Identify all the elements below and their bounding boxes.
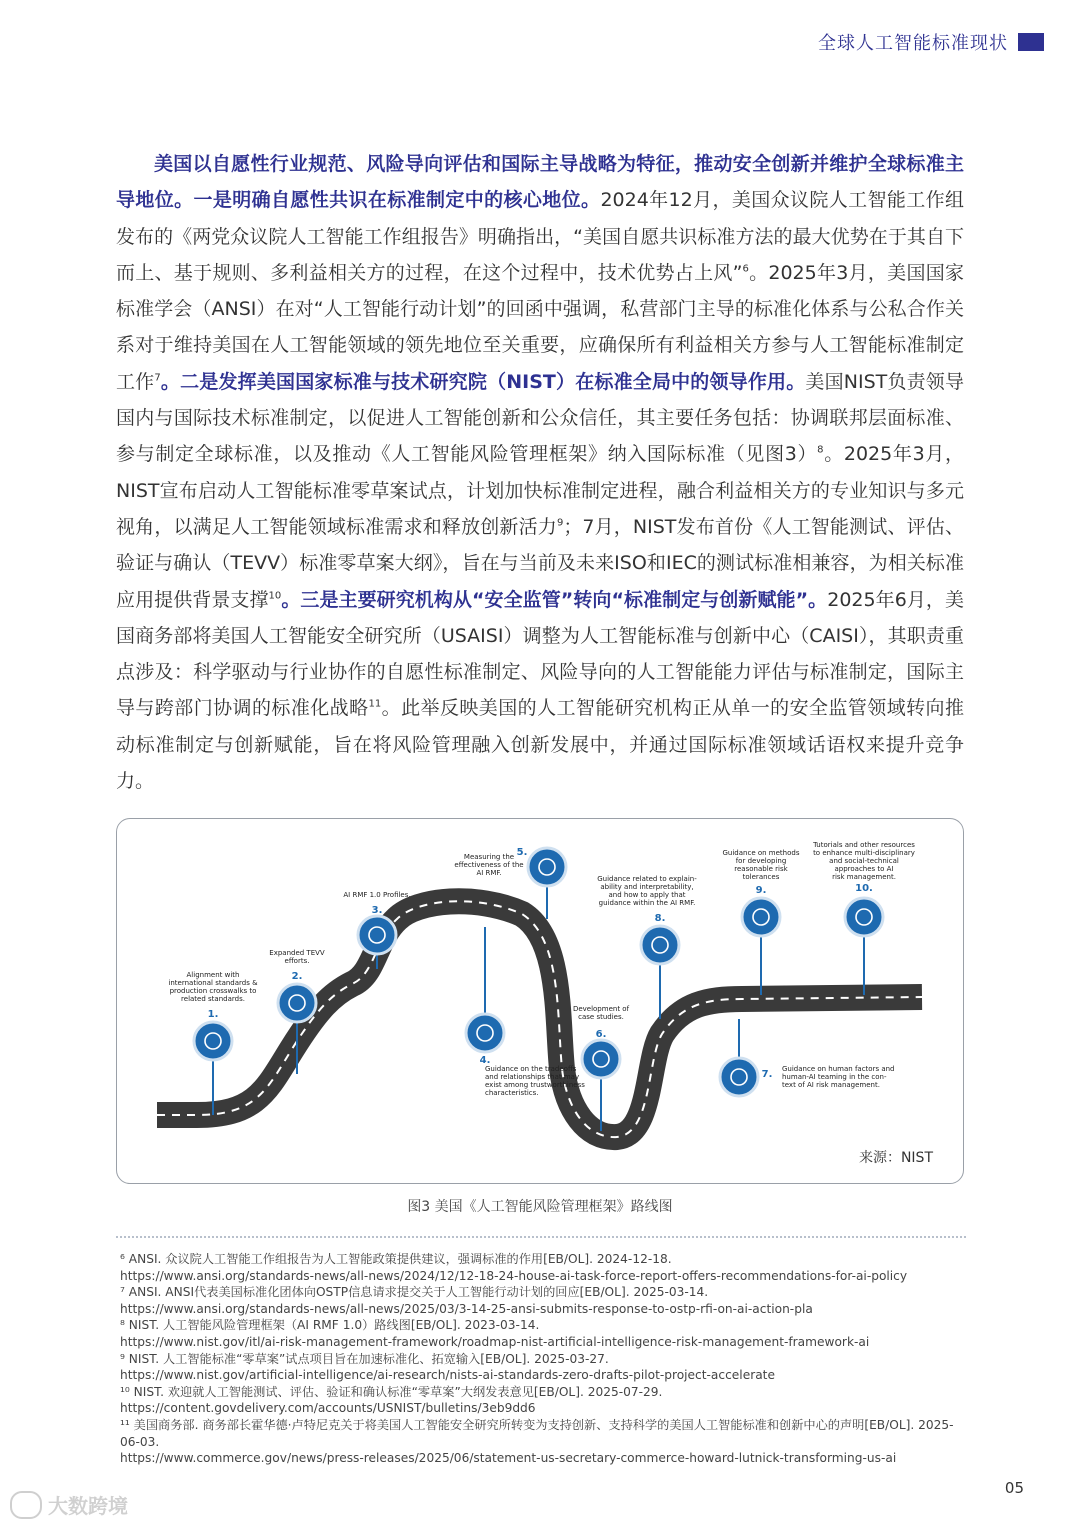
milestone-label-line: guidance within the AI RMF. <box>598 899 696 907</box>
footnote-6-url[interactable]: https://www.ansi.org/standards-news/all-news/2024/12/12-18-24-house-ai-task-force-report-offers-recommendations-for-ai-policy <box>120 1268 908 1283</box>
milestone-label-line: ability and interpretability, <box>600 883 694 891</box>
text-1: 2024年12月，美国众议院人工智能工作组发布的《两党众议院人工智能工作组报告》明确指出，“美国自愿共识标准方法的最大优势在于其自下而上、基于规则、多利益相关方的过程，在这个过程中，技术优势占上风” <box>116 189 964 284</box>
milestone-label-line: Guidance on methods <box>722 849 800 857</box>
milestone-number: 1. <box>207 1009 219 1020</box>
milestone-number: 4. <box>479 1055 491 1066</box>
milestone-label-line: case studies. <box>578 1013 624 1021</box>
milestone-number: 3. <box>371 905 383 916</box>
footnote-9 <box>120 1351 960 1384</box>
footnote-ref-11[interactable]: 11 <box>368 699 382 711</box>
running-header <box>818 29 1044 55</box>
footnote-ref-8[interactable]: 8 <box>817 445 824 457</box>
arrows-icon <box>466 1014 504 1052</box>
milestone-label-line: Alignment with <box>186 971 240 979</box>
bold-lead-1: 美国以自愿性行业规范、风险导向评估和国际主导战略为特征，推动安全创新并维护全球标准主导地位。一是明确自愿性共识在标准制定中的核心地位。 <box>116 153 964 212</box>
milestone-label-line: Guidance on the tradeoffs <box>485 1065 577 1073</box>
milestone-label-line: and relationships that may <box>485 1073 580 1081</box>
milestone-9 <box>723 849 800 995</box>
footnote-ref-10[interactable]: 10 <box>268 590 282 602</box>
milestone-label-line: and how to apply that <box>608 891 686 899</box>
watermark <box>10 1490 128 1519</box>
milestone-label-line: text of AI risk management. <box>782 1081 880 1089</box>
text-2: 。2025年3月，美国国家标准学会（ANSI）在对“人工智能行动计划”的回函中强调，私营部门主导的标准化体系与公私合作关系对于维持美国在人工智能领域的领先地位至关重要，应确保所有利益相关方参与人工智能标准制定工作 <box>116 261 964 393</box>
footnote-7-url[interactable]: https://www.ansi.org/standards-news/all-news/2025/03/3-14-25-ansi-submits-response-to-ostp-rfi-on-ai-action-pla <box>120 1301 813 1316</box>
footnote-8-url[interactable]: https://www.nist.gov/itl/ai-risk-management-framework/roadmap-nist-artificial-intelligence-risk-management-framework-ai <box>120 1334 870 1349</box>
header-title: 全球人工智能标准现状 <box>818 33 1008 54</box>
footnote-10-url[interactable]: https://content.govdelivery.com/accounts/USNIST/bulletins/3eb9dd6 <box>120 1401 536 1416</box>
monitor-icon <box>845 898 883 936</box>
milestone-7 <box>720 1019 895 1096</box>
footnote-11-text: ¹¹ 美国商务部. 商务部长霍华德·卢特尼克关于将美国人工智能安全研究所转变为支持创新、支持科学的美国人工智能标准和创新中心的声明[EB/OL]. 2025-06-03. <box>120 1417 954 1449</box>
globe-icon <box>194 1022 232 1060</box>
milestone-label-line: human-AI teaming in the con- <box>782 1073 887 1081</box>
footnote-10 <box>120 1384 960 1417</box>
footnote-11 <box>120 1417 960 1467</box>
arrows-icon <box>641 926 679 964</box>
milestone-label-line: exist among trustworthiness <box>485 1081 585 1089</box>
milestone-number: 9. <box>755 885 767 896</box>
milestone-number: 7. <box>761 1069 773 1080</box>
milestone-label-line: tolerances <box>742 873 780 881</box>
text-3: 美国NIST负责领导国内与国际技术标准制定，以促进人工智能创新和公众信任，其主要任务包括：协调联邦层面标准、参与制定全球标准，以及推动《人工智能风险管理框架》纳入国际标准（见图3） <box>116 370 964 466</box>
figure-caption: 图3 美国《人工智能风险管理框架》路线图 <box>407 1199 673 1215</box>
footnote-ref-9[interactable]: 9 <box>556 517 564 529</box>
body-paragraph <box>116 146 964 799</box>
milestone-label-line: Tutorials and other resources <box>813 841 915 849</box>
milestone-label-line: Guidance related to explain- <box>597 875 697 883</box>
footnote-ref-7[interactable]: 7 <box>154 372 161 384</box>
road-shape <box>157 901 922 1137</box>
milestone-8 <box>597 875 697 1019</box>
footnote-8-text: ⁸ NIST. 人工智能风险管理框架（AI RMF 1.0）路线图[EB/OL]. 2023-03-14. <box>120 1318 540 1333</box>
footnote-divider <box>116 1236 966 1238</box>
milestone-label-line: AI RMF 1.0 Profiles. <box>343 891 411 899</box>
milestone-label-line: to enhance multi-disciplinary <box>813 849 915 857</box>
vitruvian-icon <box>720 1058 758 1096</box>
text-7: 。此举反映美国的人工智能研究机构正从单一的安全监管领域转向推动标准制定与创新赋能，旨在将风险管理融入创新发展中，并通过国际标准领域话语权来提升竞争力。 <box>116 697 964 793</box>
header-bar <box>1018 33 1044 51</box>
footnote-6-text: ⁶ ANSI. 众议院人工智能工作组报告为人工智能政策提供建议，强调标准的作用[EB/OL]. 2024-12-18. <box>120 1252 672 1266</box>
milestone-number: 8. <box>654 913 666 924</box>
milestone-label-line: approaches to AI <box>834 865 894 873</box>
milestone-label-line: production crosswalks to <box>169 987 257 995</box>
milestone-label-line: international standards & <box>168 979 258 987</box>
bold-lead-3: 。三是主要研究机构从“安全监管”转向“标准制定与创新赋能”。 <box>281 588 828 611</box>
footnote-8 <box>120 1317 960 1350</box>
milestone-label-line: reasonable risk <box>734 865 788 873</box>
footnote-10-text: ¹⁰ NIST. 欢迎就人工智能测试、评估、验证和确认标准“零草案”大纲发表意见[EB/OL]. 2025-07-29. <box>120 1384 663 1399</box>
pen-ai-icon <box>278 984 316 1022</box>
page-number: 05 <box>1004 1479 1024 1497</box>
milestone-label-line: characteristics. <box>485 1089 539 1097</box>
milestone-label-line: AI RMF. <box>476 869 502 877</box>
watermark-text: 大数跨境 <box>48 1494 128 1518</box>
milestone-label-line: Guidance on human factors and <box>782 1065 895 1073</box>
watermark-logo-icon <box>10 1491 42 1519</box>
text-4: 。2025年3月，NIST宣布启动人工智能标准零草案试点，计划加快标准制定进程，融合利益相关方的专业知识与多元视角，以满足人工智能领域标准需求和释放创新活力 <box>116 443 965 538</box>
footnote-11-url[interactable]: https://www.commerce.gov/news/press-releases/2025/06/statement-us-secretary-commerce-howard-lutnick-transforming-us-ai <box>120 1451 897 1466</box>
milestone-label-line: Development of <box>572 1005 630 1013</box>
figure-source: 来源：NIST <box>858 1150 933 1166</box>
milestone-label-line: for developing <box>735 857 787 865</box>
milestone-number: 5. <box>516 847 528 858</box>
milestone-number: 6. <box>595 1029 607 1040</box>
milestone-label-line: related standards. <box>181 995 245 1003</box>
milestone-label-line: effectiveness of the <box>454 861 524 869</box>
milestone-number: 10. <box>855 883 873 894</box>
milestone-number: 2. <box>291 971 303 982</box>
footnote-9-text: ⁹ NIST. 人工智能标准“零草案”试点项目旨在加速标准化、拓宽输入[EB/OL]. 2025-03-27. <box>120 1351 609 1366</box>
milestone-10 <box>812 841 915 995</box>
milestone-label-line: Measuring the <box>463 853 515 861</box>
milestone-label-line: and social-technical <box>829 857 899 865</box>
text-6: 2025年6月，美国商务部将美国人工智能安全研究所（USAISI）调整为人工智能标准与创新中心（CAISI），其职责重点涉及：科学驱动与行业协作的自愿性标准制定、风险导向的人工智能能力评估与标准制定，国际主导与跨部门协调的标准化战略 <box>116 588 965 720</box>
milestone-label-line: Expanded TEVV <box>269 949 325 957</box>
milestone-label-line: efforts. <box>284 957 310 965</box>
footnote-7-text: ⁷ ANSI. ANSI代表美国标准化团体向OSTP信息请求提交关于人工智能行动计划的回应[EB/OL]. 2025-03-14. <box>120 1285 709 1300</box>
milestone-label-line: risk management. <box>832 873 896 881</box>
text-5: ；7月，NIST发布首份《人工智能测试、评估、验证与确认（TEVV）标准零草案大纲》，旨在与当前及未来ISO和IEC的测试标准相兼容，为相关标准应用提供背景支撑 <box>116 515 964 611</box>
roadmap-diagram <box>117 819 963 1183</box>
footnote-7 <box>120 1284 960 1317</box>
bold-lead-2: 。二是发挥美国国家标准与技术研究院（NIST）在标准全局中的领导作用。 <box>160 370 806 393</box>
footnote-6 <box>120 1251 960 1284</box>
footnote-ref-6[interactable]: 6 <box>742 263 749 275</box>
roadmap-figure <box>116 818 964 1184</box>
footnote-9-url[interactable]: https://www.nist.gov/artificial-intelligence/ai-research/nists-ai-standards-zero-drafts-pilot-project-accelerate <box>120 1368 775 1383</box>
document-icon <box>582 1040 620 1078</box>
gauge-icon <box>528 848 566 886</box>
footnote-list <box>120 1251 960 1467</box>
person-icon <box>358 916 396 954</box>
arrows-icon <box>742 898 780 936</box>
